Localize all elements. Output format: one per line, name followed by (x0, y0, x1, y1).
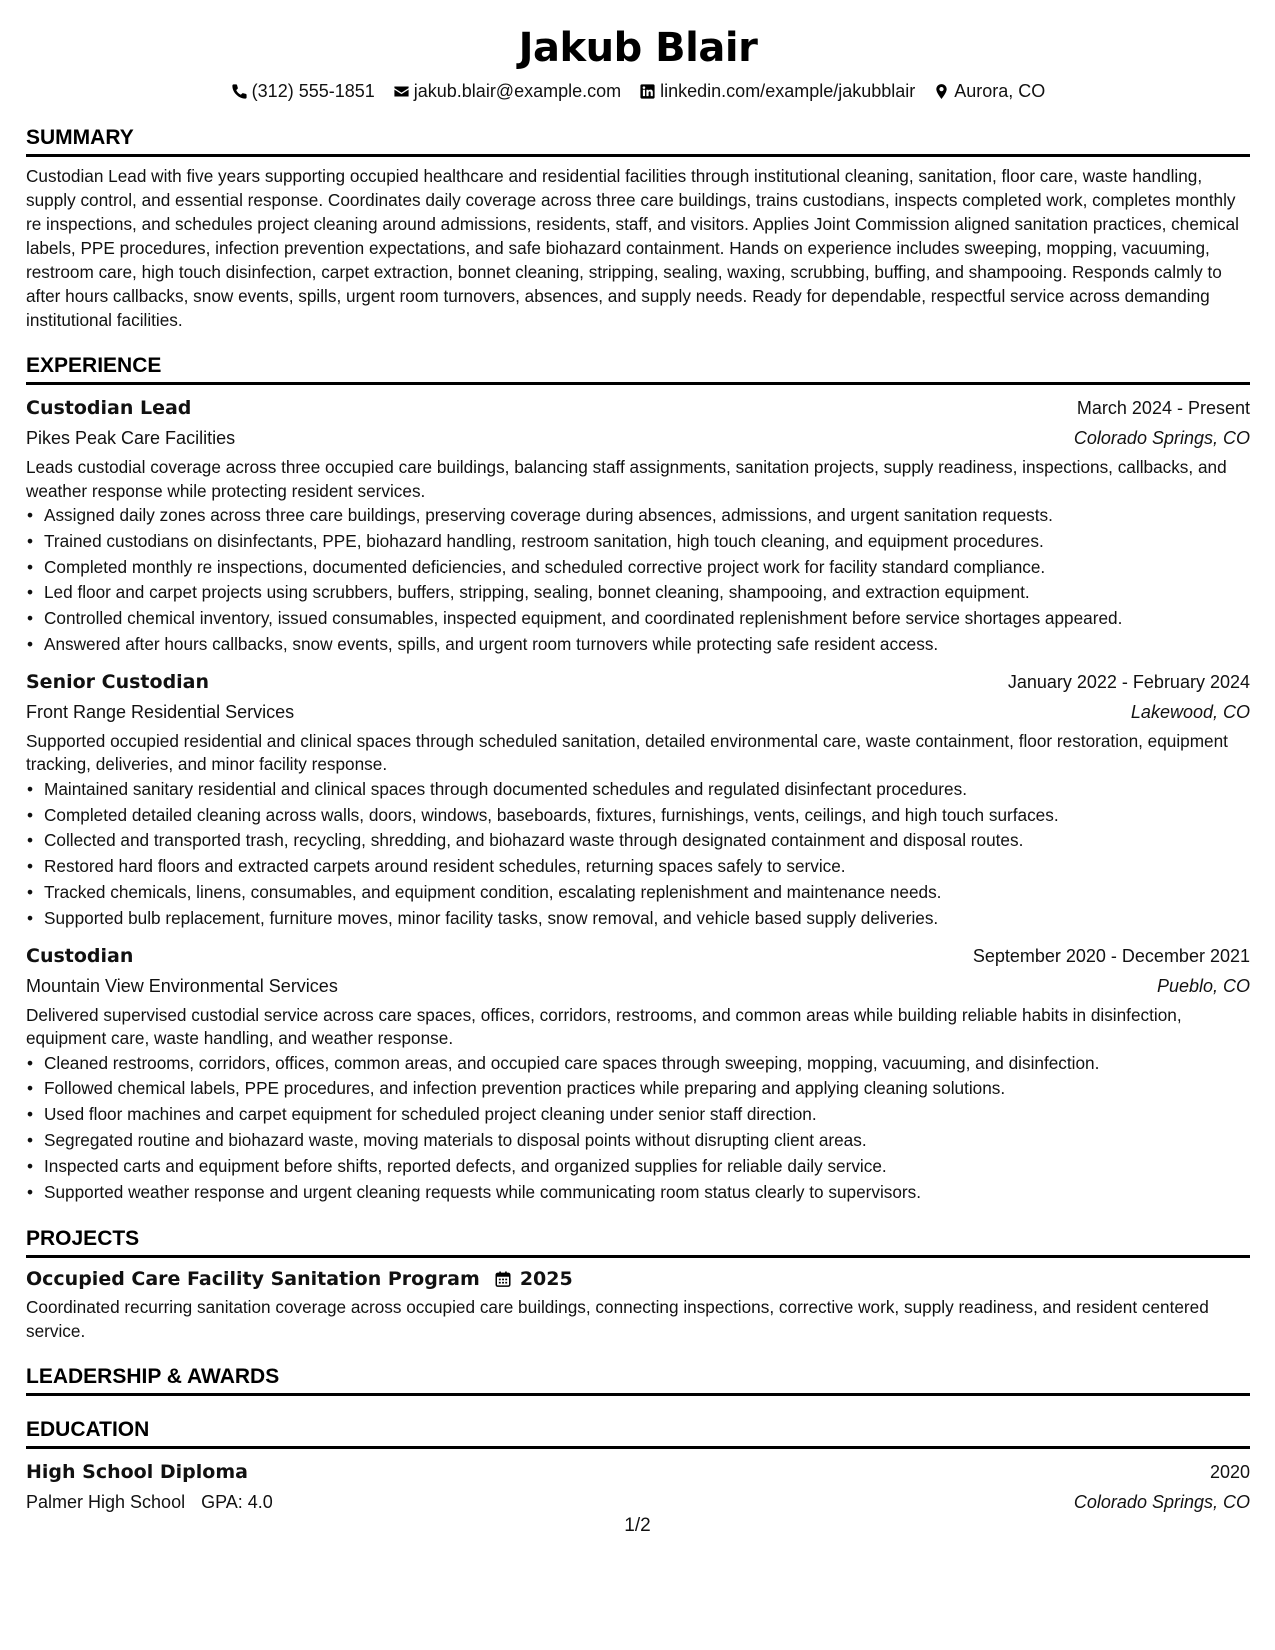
project-year: 2025 (519, 1268, 573, 1291)
bullet-item: • Segregated routine and biohazard waste, moving materials to disposal points without disrupting client areas. (26, 1128, 1250, 1154)
phone-text: (312) 555-1851 (251, 81, 375, 101)
phone-icon (231, 83, 248, 100)
job-title: Senior Custodian (26, 670, 210, 693)
bullet-item: • Completed detailed cleaning across walls, doors, windows, baseboards, fixtures, furnishings, vents, ceilings, and high touch surfaces. (26, 803, 1250, 829)
section-heading: PROJECTS (26, 1225, 1250, 1258)
section-heading: EXPERIENCE (26, 352, 1250, 385)
map-pin-icon (933, 83, 950, 100)
degree-title: High School Diploma (26, 1461, 248, 1484)
candidate-name: Jakub Blair (518, 25, 758, 71)
job-bullets (26, 1051, 1250, 1206)
section-heading: SUMMARY (26, 124, 1250, 157)
bullet-item: • Used floor machines and carpet equipment for scheduled project cleaning under senior staff direction. (26, 1102, 1250, 1128)
bullet-item: • Led floor and carpet projects using scrubbers, buffers, stripping, sealing, bonnet cleaning, shampooing, and extraction equipment. (26, 580, 1250, 606)
gpa: GPA: 4.0 (201, 1492, 273, 1513)
school-name: Palmer High School (26, 1492, 186, 1513)
job-title: Custodian Lead (26, 397, 192, 419)
project-name: Occupied Care Facility Sanitation Program (26, 1268, 480, 1291)
job-description: Supported occupied residential and clinical spaces through scheduled sanitation, detailed environmental care, waste containment, floor restoration, equipment tracking, deliveries, and minor facility response. (26, 730, 1228, 775)
bullet-item: • Maintained sanitary residential and clinical spaces through documented schedules and regulated disinfectant procedures. (26, 777, 1250, 803)
bullet-item: • Restored hard floors and extracted carpets around resident schedules, returning spaces safely to service. (26, 854, 1250, 880)
summary-section (26, 124, 1250, 332)
location-text: Aurora, CO (954, 81, 1046, 101)
job-location: Colorado Springs, CO (1073, 428, 1250, 448)
bullet-item: • Inspected carts and equipment before shifts, reported defects, and organized supplies for reliable daily service. (26, 1154, 1250, 1180)
leadership-section (26, 1363, 1250, 1396)
job-entry (26, 393, 1250, 658)
job-dates: January 2022 - February 2024 (1007, 671, 1250, 692)
graduation-year: 2020 (1209, 1462, 1250, 1483)
bullet-item: • Collected and transported trash, recycling, shredding, and biohazard waste through designated containment and disposal routes. (26, 828, 1250, 854)
job-dates: March 2024 - Present (1076, 398, 1250, 418)
section-heading: EDUCATION (26, 1416, 1250, 1449)
contact-linkedin[interactable] (639, 78, 915, 104)
summary-text: Custodian Lead with five years supporting occupied healthcare and residential facilities through institutional cleaning, sanitation, floor care, waste handling, supply control, and essential response. Coordinates daily coverage across three care buildings, trains custodians, inspects completed work, completes monthly re inspections, and schedules project cleaning around admissions, residents, staff, and visitors. Applies Joint Commission aligned sanitation practices, chemical labels, PPE procedures, infection prevention expectations, and safe biohazard containment. Hands on experience includes sweeping, mopping, vacuuming, restroom care, high touch disinfection, carpet extraction, bonnet cleaning, stripping, sealing, waxing, scrubbing, buffing, and shampooing. Responds calmly to after hours callbacks, snow events, spills, urgent room turnovers, absences, and supply needs. Ready for dependable, respectful service across demanding institutional facilities. (26, 166, 1239, 330)
job-dates: September 2020 - December 2021 (972, 945, 1250, 966)
experience-section (26, 352, 1250, 1205)
calendar-icon (494, 1270, 512, 1288)
email-link[interactable]: jakub.blair@example.com (413, 81, 622, 101)
education-section (26, 1416, 1250, 1517)
school-location: Colorado Springs, CO (1073, 1492, 1250, 1513)
linkedin-link[interactable]: linkedin.com/example/jakubblair (660, 81, 916, 101)
bullet-item: • Answered after hours callbacks, snow events, spills, and urgent room turnovers while protecting safe resident access. (26, 632, 1250, 658)
section-heading: LEADERSHIP & AWARDS (26, 1363, 1250, 1396)
contact-bar (0, 78, 1275, 104)
job-entry (26, 941, 1250, 1206)
education-entry (26, 1457, 1250, 1517)
project-description: Coordinated recurring sanitation coverage across occupied care buildings, connecting inspections, corrective work, supply readiness, and resident centered service. (26, 1297, 1209, 1341)
company-name: Front Range Residential Services (26, 701, 295, 722)
bullet-item: • Cleaned restrooms, corridors, offices, common areas, and occupied care spaces through sweeping, mopping, vacuuming, and disinfection. (26, 1051, 1250, 1077)
page-number: 1/2 (624, 1515, 651, 1536)
linkedin-icon (639, 83, 656, 100)
contact-email[interactable] (393, 78, 621, 104)
job-title: Custodian (26, 944, 134, 967)
projects-section (26, 1225, 1250, 1343)
bullet-item: • Trained custodians on disinfectants, PPE, biohazard handling, restroom sanitation, high touch cleaning, and equipment procedures. (26, 529, 1250, 555)
bullet-item: • Followed chemical labels, PPE procedures, and infection prevention practices while preparing and applying cleaning solutions. (26, 1076, 1250, 1102)
job-bullets (26, 503, 1250, 658)
job-description: Leads custodial coverage across three occupied care buildings, balancing staff assignments, sanitation projects, supply readiness, inspections, callbacks, and weather response while protecting resident services. (26, 457, 1227, 501)
bullet-item: • Supported weather response and urgent cleaning requests while communicating room status clearly to supervisors. (26, 1180, 1250, 1206)
school-line (26, 1487, 273, 1517)
bullet-item: • Completed monthly re inspections, documented deficiencies, and scheduled corrective project work for facility standard compliance. (26, 555, 1250, 581)
bullet-item: • Controlled chemical inventory, issued consumables, inspected equipment, and coordinated replenishment before service shortages appeared. (26, 606, 1250, 632)
job-bullets (26, 777, 1250, 932)
resume-page (26, 18, 1250, 1517)
envelope-icon (393, 83, 410, 100)
job-location: Pueblo, CO (1156, 975, 1250, 996)
contact-location (933, 78, 1045, 104)
bullet-item: • Tracked chemicals, linens, consumables, and equipment condition, escalating replenishment and maintenance needs. (26, 880, 1250, 906)
job-location: Lakewood, CO (1130, 701, 1250, 722)
company-name: Pikes Peak Care Facilities (26, 428, 236, 448)
contact-phone (231, 78, 375, 104)
job-description: Delivered supervised custodial service across care spaces, offices, corridors, restrooms, and common areas while building reliable habits in disinfection, equipment care, waste handling, and weather response. (26, 1004, 1182, 1049)
bullet-item: • Supported bulb replacement, furniture moves, minor facility tasks, snow removal, and vehicle based supply deliveries. (26, 906, 1250, 932)
bullet-item: • Assigned daily zones across three care buildings, preserving coverage during absences, admissions, and urgent sanitation requests. (26, 503, 1250, 529)
company-name: Mountain View Environmental Services (26, 975, 338, 996)
job-entry (26, 667, 1250, 932)
project-header (26, 1264, 1250, 1294)
